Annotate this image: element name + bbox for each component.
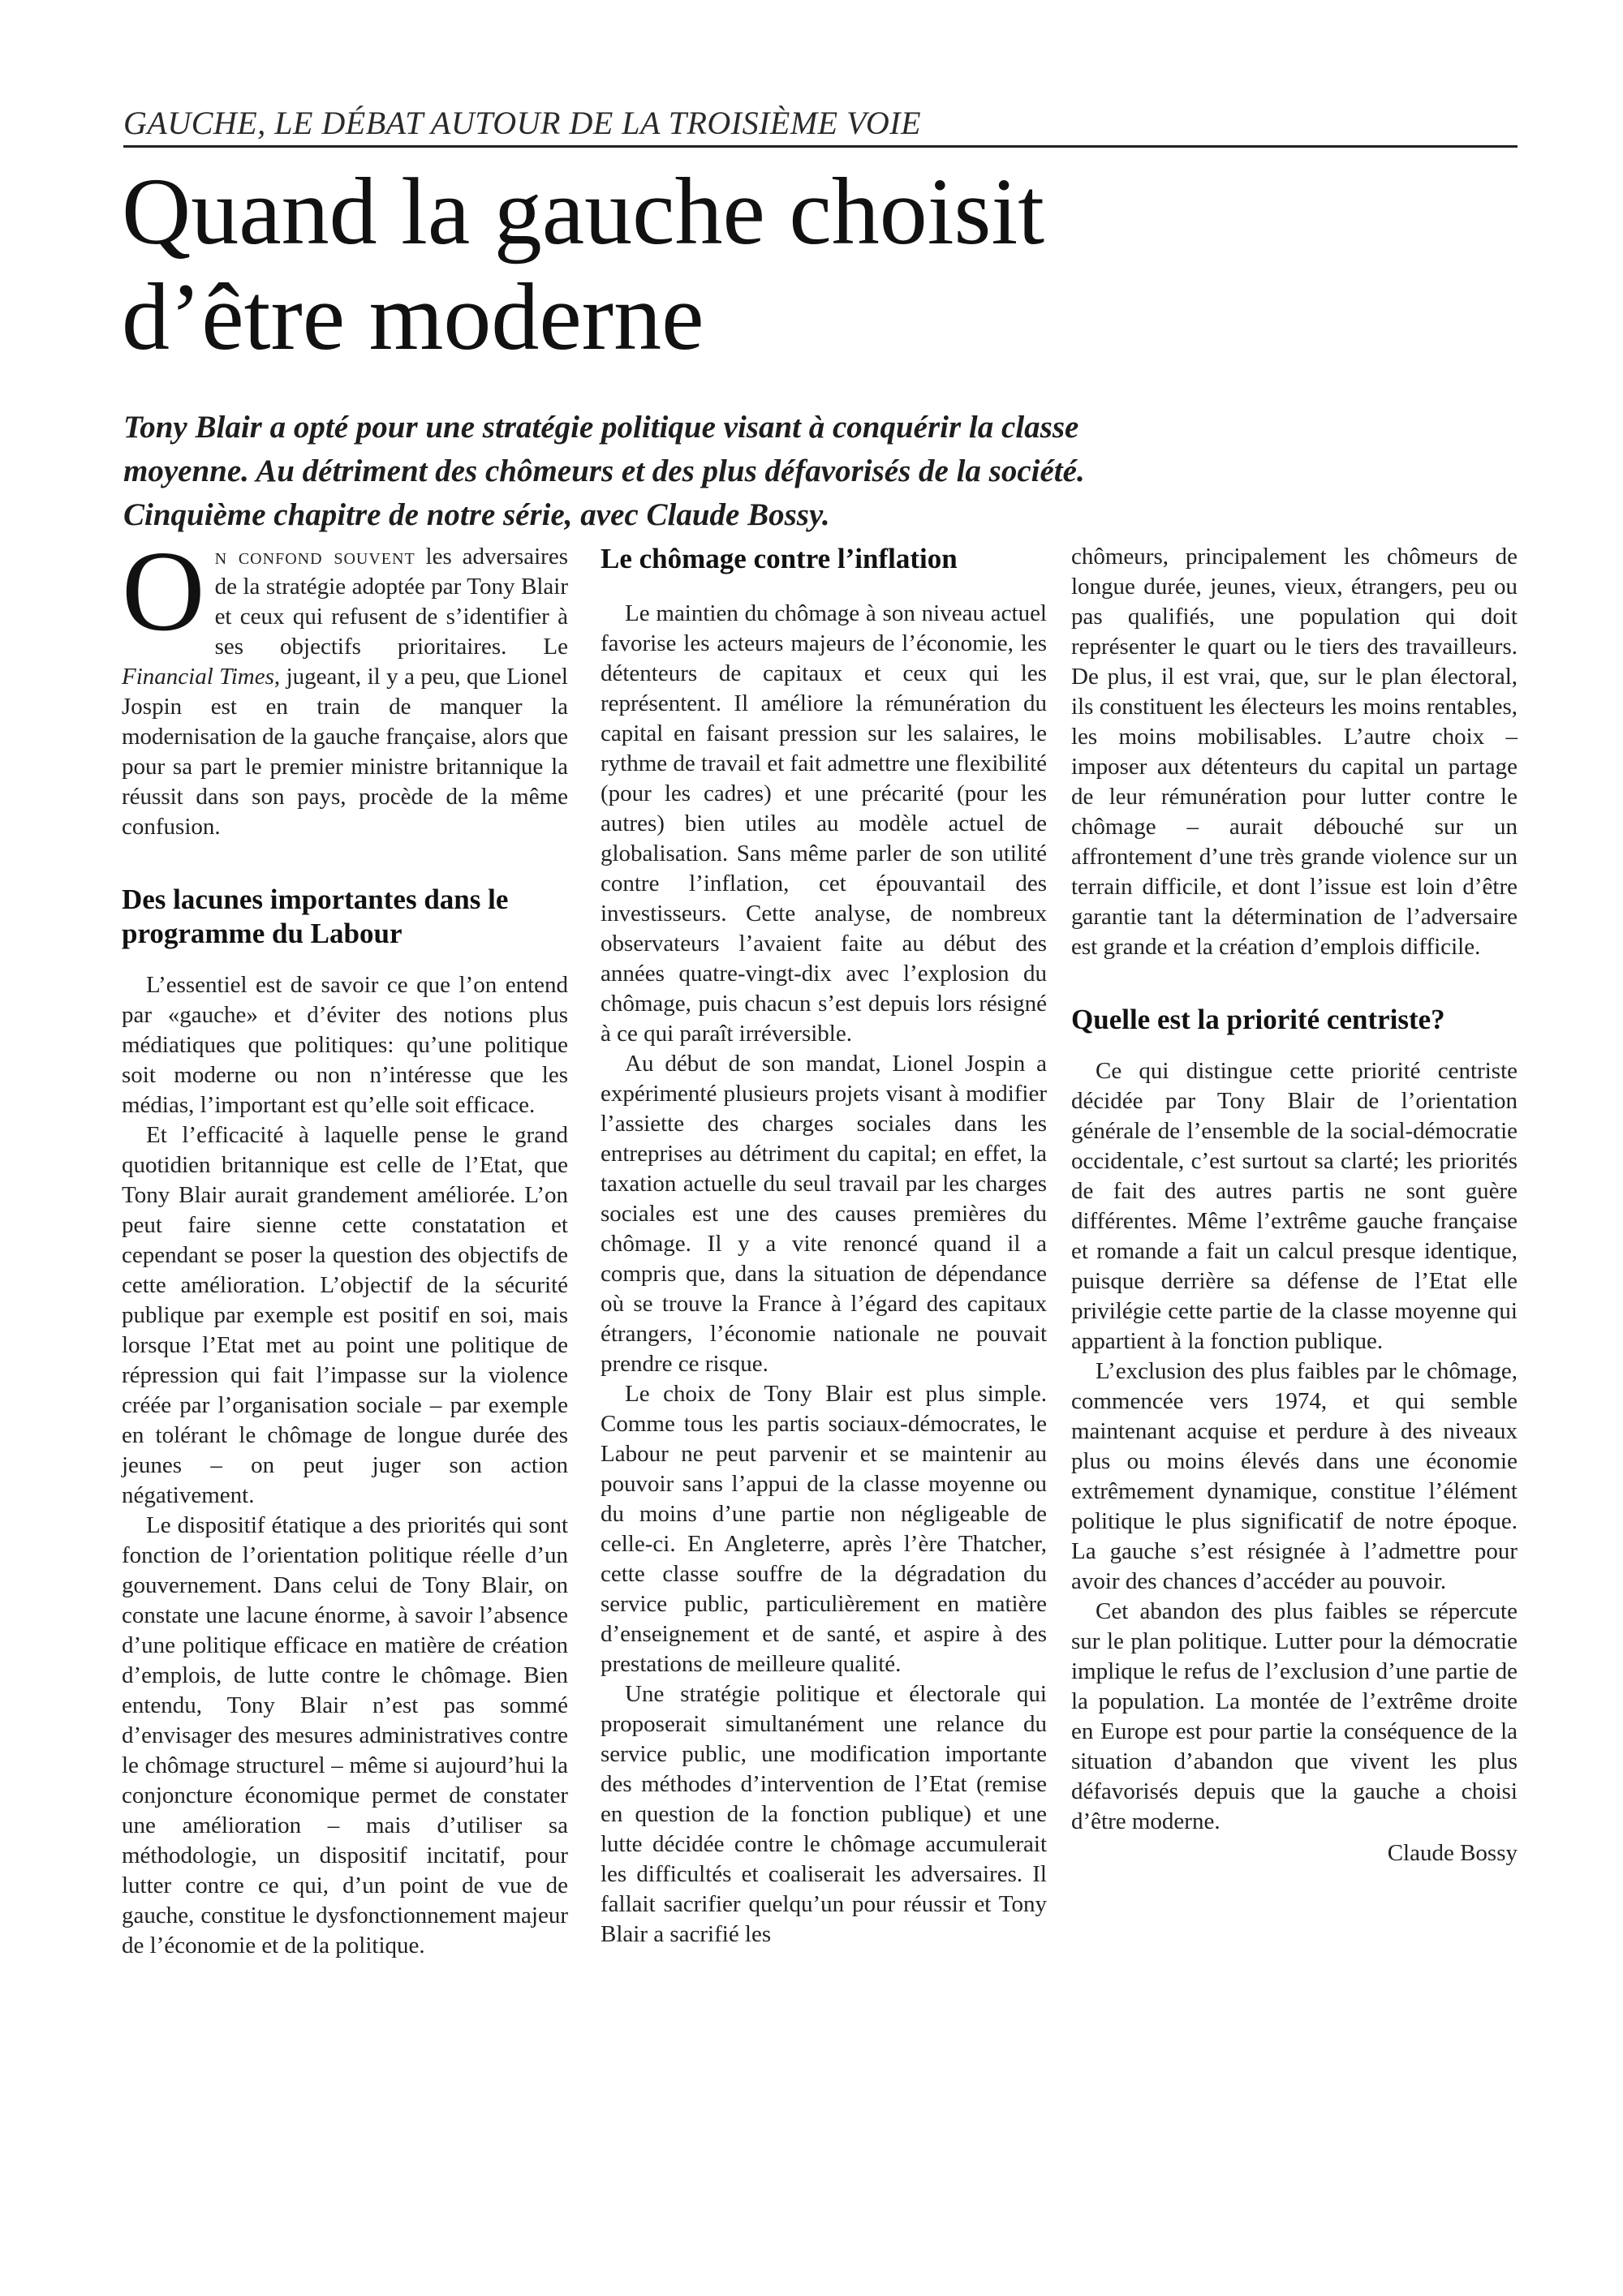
paragraph: Le dispositif étatique a des priorités qui sont fonction de l’orientation politique réelle d’un gouvernement. Dans celui de Tony Blair, on constate une lacune énorme, à savoir l’absence d’une politique efficace en matière de création d’emplois, de lutte contre le chômage. Bien entendu, Tony Blair n’est pas sommé d’envisager des mesures administratives contre le chômage structurel – même si aujourd’hui la conjoncture économique permet de constater une amélioration – mais d’utiliser sa méthodologie, un dispositif incitatif, pour lutter contre ce qui, d’un point de vue de gauche, constitue le dysfonctionnement majeur de l’économie et de la politique. (122, 1512, 568, 1958)
paragraph: Au début de son mandat, Lionel Jospin a expérimenté plusieurs projets visant à modifier l’assiette des charges sociales dans les entreprises au détriment du capital; en effet, la taxation actuelle du seul travail par les charges sociales est une des causes premières du chômage. Il y a vite renoncé quand il a compris que, dans la situation de dépendance où se trouve la France à l’égard des capitaux étrangers, l’économie nationale ne pouvait prendre ce risque. (601, 1051, 1047, 1377)
lede-line-1: Tony Blair a opté pour une stratégie politique visant à conquérir la classe (123, 410, 1079, 445)
lede-line-2: moyenne. Au détriment des chômeurs et des plus défavorisés de la société. (123, 454, 1085, 488)
headline (122, 159, 1518, 370)
intro-paragraph (122, 527, 568, 842)
lede-line-3: Cinquième chapitre de notre série, avec Claude Bossy. (123, 497, 830, 532)
subheading-chomage: Le chômage contre l’inflation (601, 543, 958, 574)
intro-emphasis: Financial Times (122, 664, 274, 690)
subheading-lacunes: Des lacunes importantes dans le programme du Labour (122, 884, 509, 949)
author-byline: Claude Bossy (1387, 1840, 1518, 1866)
article-column-3 (1071, 542, 1518, 1868)
article-column-2 (601, 542, 1047, 1950)
headline-line-2: d’être moderne (122, 264, 704, 370)
section-kicker: GAUCHE, LE DÉBAT AUTOUR DE LA TROISIÈME VOIE (123, 104, 1518, 148)
paragraph: Cet abandon des plus faibles se répercute sur le plan politique. Lutter pour la démocratie implique le refus de l’exclusion d’une partie de la population. La montée de l’extrême droite en Europe est pour partie la conséquence de la situation d’abandon que vivent les plus défavorisés depuis que la gauche a choisi d’être moderne. (1071, 1598, 1518, 1834)
paragraph: Le choix de Tony Blair est plus simple. Comme tous les partis sociaux-démocrates, le Labour ne peut parvenir et se maintenir au pouvoir sans l’appui de la classe moyenne ou du moins d’une partie non négligeable de celle-ci. En Angleterre, après l’ère Thatcher, cette classe souffre de la dégradation du service public, particulièrement en matière d’enseignement et de santé, et aspire à des prestations de meilleure qualité. (601, 1381, 1047, 1677)
paragraph: Ce qui distingue cette priorité centriste décidée par Tony Blair de l’orientation générale de l’ensemble de la social-démocratie occidentale, c’est surtout sa clarté; les priorités de fait des autres partis ne sont guère différentes. Même l’extrême gauche française et romande a fait un calcul presque identique, puisque derrière sa défense de l’Etat elle privilégie cette partie de la classe moyenne qui appartient à la fonction publique. (1071, 1058, 1518, 1354)
lede (123, 406, 1519, 537)
drop-cap: O (122, 527, 205, 655)
paragraph: Une stratégie politique et électorale qui proposerait simultanément une relance du service public, une modification importante des méthodes d’intervention de l’Etat (remise en question de la fonction publique) et une lutte décidée contre le chômage accumulerait les difficultés et coaliserait les adversaires. Il fallait sacrifier quelqu’un pour réussir et Tony Blair a sacrifié les (601, 1681, 1047, 1947)
intro-text-b: , jugeant, il y a peu, que Lionel Jospin est en train de manquer la modernisation de la gauche française, alors que pour sa part le premier ministre britannique la réussit dans son pays, procède de la même confusion. (122, 664, 568, 840)
headline-line-1: Quand la gauche choisit (122, 158, 1045, 264)
subheading-priorite: Quelle est la priorité centriste? (1071, 1004, 1445, 1035)
paragraph: L’exclusion des plus faibles par le chômage, commencée vers 1974, et qui semble maintenant acquise et perdure à des niveaux plus ou moins élevés dans une économie extrêmement dynamique, constitue l’élément politique le plus significatif de notre époque. La gauche s’est résignée à l’admettre pour avoir des chances d’accéder au pouvoir. (1071, 1358, 1518, 1594)
intro-text-a: les adversaires de la stratégie adoptée par Tony Blair et ceux qui refusent de s’identifier à ses objectifs prioritaires. Le (214, 544, 568, 660)
paragraph-continued: chômeurs, principalement les chômeurs de longue durée, jeunes, vieux, étrangers, peu ou pas qualifiés, une population qui doit représenter le quart ou le tiers des travailleurs. De plus, il est vrai, que, sur le plan électoral, ils constituent les électeurs les moins rentables, les moins mobilisables. L’autre choix – imposer aux détenteurs du capital un partage de leur rémunération pour lutter contre le chômage – aurait débouché sur un affrontement d’une très grande violence sur un terrain difficile, et dont l’issue est loin d’être garantie tant la détermination de l’adversaire est grande et la création d’emplois difficile. (1071, 544, 1518, 960)
article-column-1 (122, 527, 568, 1961)
paragraph: Le maintien du chômage à son niveau actuel favorise les acteurs majeurs de l’économie, les détenteurs de capitaux et ceux qui les représentent. Il améliore la rémunération du capital en faisant pression sur les salaires, le rythme de travail et fait admettre une flexibilité (pour les cadres) et une précarité (pour les autres) bien utiles au modèle actuel de globalisation. Sans même parler de son utilité contre l’inflation, cet épouvantail des investisseurs. Cette analyse, de nombreux observateurs l’avaient faite au début des années quatre-vingt-dix avec l’explosion du chômage, puis chacun s’est depuis lors résigné à ce qui paraît irréversible. (601, 600, 1047, 1047)
intro-smallcaps: n confond souvent (214, 544, 415, 570)
paragraph: Et l’efficacité à laquelle pense le grand quotidien britannique est celle de l’Etat, que Tony Blair aurait grandement améliorée. L’on peut faire sienne cette constatation et cependant se poser la question des objectifs de cette amélioration. L’objectif de la sécurité publique par exemple est positif en soi, mais lorsque l’Etat met au point une politique de répression qui fait l’impasse sur la violence créée par l’organisation sociale – par exemple en tolérant le chômage de longue durée des jeunes – on peut juger son action négativement. (122, 1122, 568, 1508)
paragraph: L’essentiel est de savoir ce que l’on entend par «gauche» et d’éviter des notions plus médiatiques que politiques: qu’une politique soit moderne ou non n’intéresse que les médias, l’important est qu’elle soit efficace. (122, 972, 568, 1118)
